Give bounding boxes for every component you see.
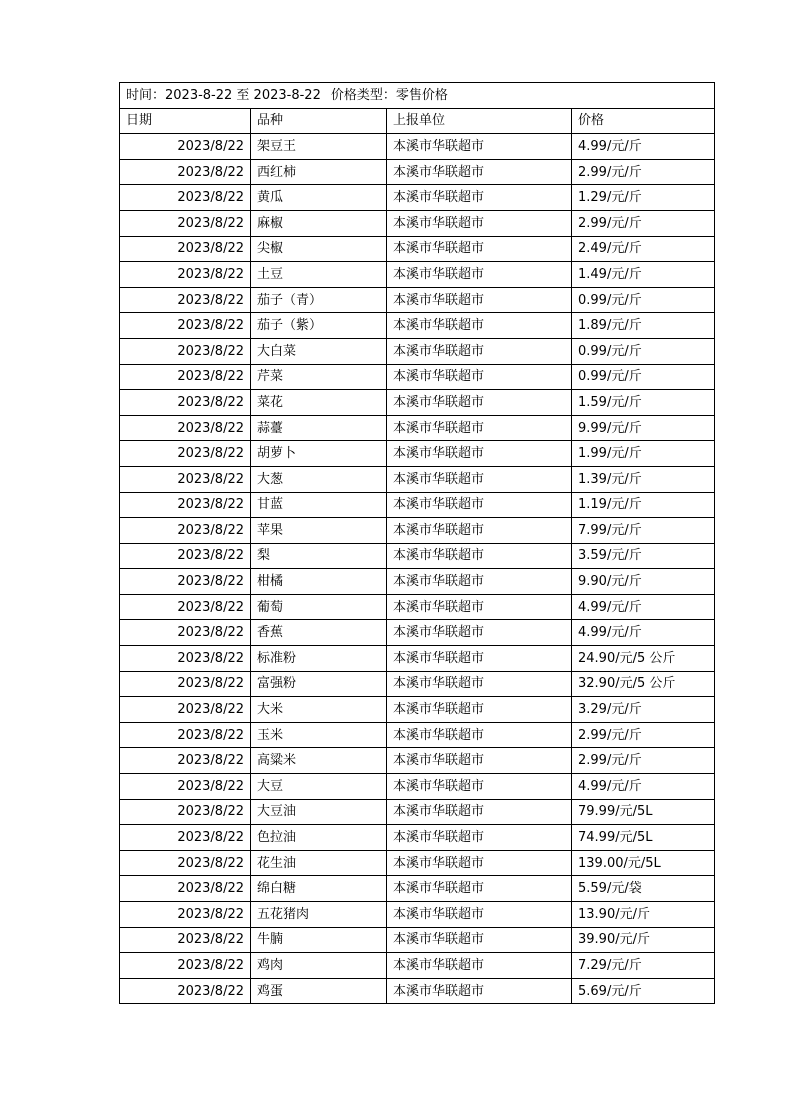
price-cell: 4.99/元/斤 [572,594,715,620]
query-info-row [120,83,715,109]
item-cell: 黄瓜 [251,185,387,211]
unit-cell: 本溪市华联超市 [387,415,572,441]
date-cell: 2023/8/22 [120,620,251,646]
price-cell: 2.99/元/斤 [572,748,715,774]
price-cell: 7.29/元/斤 [572,953,715,979]
unit-cell: 本溪市华联超市 [387,722,572,748]
price-type-value: 零售价格 [395,87,448,103]
price-cell: 32.90/元/5 公斤 [572,671,715,697]
table-row [120,953,715,979]
unit-cell: 本溪市华联超市 [387,594,572,620]
unit-cell: 本溪市华联超市 [387,850,572,876]
item-cell: 苹果 [251,518,387,544]
unit-cell: 本溪市华联超市 [387,364,572,390]
price-cell: 3.29/元/斤 [572,697,715,723]
unit-cell: 本溪市华联超市 [387,876,572,902]
unit-cell: 本溪市华联超市 [387,748,572,774]
price-cell: 2.99/元/斤 [572,210,715,236]
item-cell: 胡萝卜 [251,441,387,467]
price-cell: 2.99/元/斤 [572,722,715,748]
price-table [119,82,715,1004]
unit-cell: 本溪市华联超市 [387,390,572,416]
table-row [120,697,715,723]
price-cell: 5.69/元/斤 [572,978,715,1004]
item-cell: 柑橘 [251,569,387,595]
date-cell: 2023/8/22 [120,748,251,774]
date-cell: 2023/8/22 [120,953,251,979]
date-cell: 2023/8/22 [120,441,251,467]
item-cell: 鸡肉 [251,953,387,979]
date-cell: 2023/8/22 [120,646,251,672]
table-row [120,441,715,467]
unit-cell: 本溪市华联超市 [387,646,572,672]
table-row [120,262,715,288]
time-label: 时间： [126,87,166,103]
item-cell: 西红柿 [251,159,387,185]
date-cell: 2023/8/22 [120,594,251,620]
price-cell: 0.99/元/斤 [572,338,715,364]
date-cell: 2023/8/22 [120,492,251,518]
date-cell: 2023/8/22 [120,313,251,339]
unit-cell: 本溪市华联超市 [387,236,572,262]
date-cell: 2023/8/22 [120,799,251,825]
unit-cell: 本溪市华联超市 [387,543,572,569]
price-cell: 24.90/元/5 公斤 [572,646,715,672]
unit-cell: 本溪市华联超市 [387,441,572,467]
item-cell: 菜花 [251,390,387,416]
item-cell: 葡萄 [251,594,387,620]
price-cell: 4.99/元/斤 [572,134,715,160]
table-row [120,569,715,595]
date-cell: 2023/8/22 [120,876,251,902]
item-cell: 茄子（紫） [251,313,387,339]
table-row [120,185,715,211]
table-row [120,850,715,876]
header-row [120,108,715,134]
date-cell: 2023/8/22 [120,415,251,441]
date-cell: 2023/8/22 [120,262,251,288]
header-unit: 上报单位 [387,108,572,134]
date-cell: 2023/8/22 [120,134,251,160]
item-cell: 大葱 [251,466,387,492]
item-cell: 玉米 [251,722,387,748]
table-row [120,825,715,851]
unit-cell: 本溪市华联超市 [387,134,572,160]
header-price: 价格 [572,108,715,134]
date-cell: 2023/8/22 [120,902,251,928]
price-cell: 1.99/元/斤 [572,441,715,467]
item-cell: 芹菜 [251,364,387,390]
table-row [120,722,715,748]
item-cell: 花生油 [251,850,387,876]
unit-cell: 本溪市华联超市 [387,902,572,928]
date-cell: 2023/8/22 [120,390,251,416]
table-row [120,390,715,416]
date-cell: 2023/8/22 [120,543,251,569]
item-cell: 梨 [251,543,387,569]
item-cell: 富强粉 [251,671,387,697]
price-cell: 5.59/元/袋 [572,876,715,902]
time-range: 2023-8-22 至 2023-8-22 [165,87,321,103]
unit-cell: 本溪市华联超市 [387,159,572,185]
price-cell: 2.49/元/斤 [572,236,715,262]
price-cell: 9.90/元/斤 [572,569,715,595]
item-cell: 茄子（青） [251,287,387,313]
unit-cell: 本溪市华联超市 [387,671,572,697]
table-row [120,799,715,825]
price-cell: 0.99/元/斤 [572,287,715,313]
table-row [120,594,715,620]
price-cell: 1.49/元/斤 [572,262,715,288]
item-cell: 架豆王 [251,134,387,160]
table-row [120,364,715,390]
table-row [120,415,715,441]
table-row [120,978,715,1004]
item-cell: 香蕉 [251,620,387,646]
table-row [120,543,715,569]
table-row [120,518,715,544]
price-cell: 1.59/元/斤 [572,390,715,416]
price-cell: 1.19/元/斤 [572,492,715,518]
price-type-label: 价格类型： [330,87,396,103]
date-cell: 2023/8/22 [120,518,251,544]
unit-cell: 本溪市华联超市 [387,569,572,595]
item-cell: 高粱米 [251,748,387,774]
date-cell: 2023/8/22 [120,236,251,262]
unit-cell: 本溪市华联超市 [387,262,572,288]
unit-cell: 本溪市华联超市 [387,313,572,339]
unit-cell: 本溪市华联超市 [387,825,572,851]
price-cell: 74.99/元/5L [572,825,715,851]
date-cell: 2023/8/22 [120,774,251,800]
date-cell: 2023/8/22 [120,569,251,595]
date-cell: 2023/8/22 [120,338,251,364]
item-cell: 五花猪肉 [251,902,387,928]
date-cell: 2023/8/22 [120,185,251,211]
date-cell: 2023/8/22 [120,159,251,185]
item-cell: 大米 [251,697,387,723]
header-item: 品种 [251,108,387,134]
table-row [120,902,715,928]
date-cell: 2023/8/22 [120,210,251,236]
item-cell: 甘蓝 [251,492,387,518]
item-cell: 标准粉 [251,646,387,672]
price-cell: 1.89/元/斤 [572,313,715,339]
date-cell: 2023/8/22 [120,466,251,492]
table-row [120,210,715,236]
item-cell: 土豆 [251,262,387,288]
price-cell: 1.39/元/斤 [572,466,715,492]
price-cell: 2.99/元/斤 [572,159,715,185]
item-cell: 色拉油 [251,825,387,851]
price-cell: 0.99/元/斤 [572,364,715,390]
price-cell: 4.99/元/斤 [572,774,715,800]
item-cell: 绵白糖 [251,876,387,902]
date-cell: 2023/8/22 [120,927,251,953]
table-row [120,313,715,339]
date-cell: 2023/8/22 [120,850,251,876]
table-row [120,774,715,800]
price-cell: 3.59/元/斤 [572,543,715,569]
price-cell: 13.90/元/斤 [572,902,715,928]
unit-cell: 本溪市华联超市 [387,697,572,723]
price-cell: 1.29/元/斤 [572,185,715,211]
unit-cell: 本溪市华联超市 [387,978,572,1004]
date-cell: 2023/8/22 [120,697,251,723]
item-cell: 大豆 [251,774,387,800]
unit-cell: 本溪市华联超市 [387,185,572,211]
unit-cell: 本溪市华联超市 [387,774,572,800]
price-cell: 39.90/元/斤 [572,927,715,953]
table-row [120,646,715,672]
unit-cell: 本溪市华联超市 [387,287,572,313]
table-row [120,671,715,697]
table-row [120,876,715,902]
unit-cell: 本溪市华联超市 [387,210,572,236]
date-cell: 2023/8/22 [120,978,251,1004]
unit-cell: 本溪市华联超市 [387,953,572,979]
date-cell: 2023/8/22 [120,825,251,851]
item-cell: 大豆油 [251,799,387,825]
date-cell: 2023/8/22 [120,671,251,697]
item-cell: 牛腩 [251,927,387,953]
unit-cell: 本溪市华联超市 [387,799,572,825]
table-row [120,287,715,313]
item-cell: 大白菜 [251,338,387,364]
table-row [120,134,715,160]
date-cell: 2023/8/22 [120,287,251,313]
item-cell: 尖椒 [251,236,387,262]
table-row [120,338,715,364]
unit-cell: 本溪市华联超市 [387,620,572,646]
unit-cell: 本溪市华联超市 [387,518,572,544]
price-cell: 79.99/元/5L [572,799,715,825]
unit-cell: 本溪市华联超市 [387,927,572,953]
price-cell: 139.00/元/5L [572,850,715,876]
table-row [120,236,715,262]
item-cell: 鸡蛋 [251,978,387,1004]
unit-cell: 本溪市华联超市 [387,466,572,492]
table-row [120,159,715,185]
query-info-cell [120,83,715,109]
price-cell: 7.99/元/斤 [572,518,715,544]
price-cell: 9.99/元/斤 [572,415,715,441]
price-cell: 4.99/元/斤 [572,620,715,646]
unit-cell: 本溪市华联超市 [387,492,572,518]
table-row [120,620,715,646]
item-cell: 蒜薹 [251,415,387,441]
date-cell: 2023/8/22 [120,364,251,390]
price-table-body [120,83,715,1004]
table-row [120,748,715,774]
table-row [120,492,715,518]
unit-cell: 本溪市华联超市 [387,338,572,364]
item-cell: 麻椒 [251,210,387,236]
table-row [120,466,715,492]
table-row [120,927,715,953]
date-cell: 2023/8/22 [120,722,251,748]
header-date: 日期 [120,108,251,134]
